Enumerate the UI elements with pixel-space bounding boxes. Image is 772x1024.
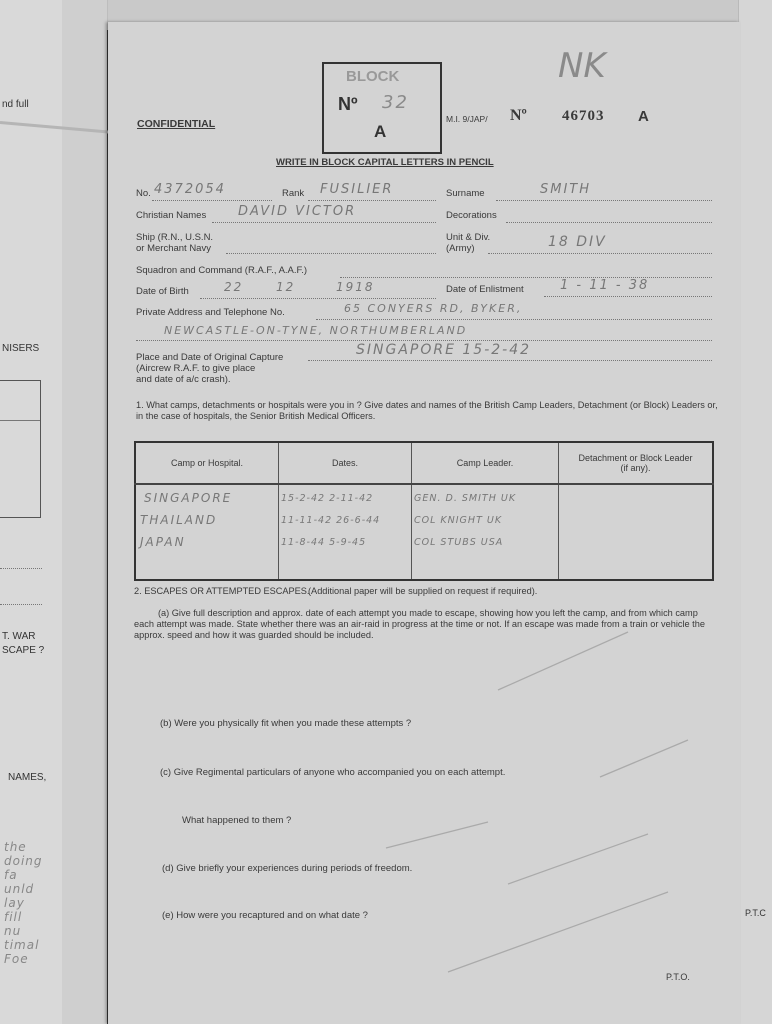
left-page-edge	[62, 0, 107, 1024]
christian-names-label: Christian Names	[136, 210, 207, 221]
left-fragment: nd full	[2, 99, 29, 110]
enlistment-value: 1 - 11 - 38	[560, 278, 650, 293]
left-fragment: NAMES,	[8, 772, 47, 783]
pto-label: P.T.O.	[666, 972, 690, 982]
unit-label-2: (Army)	[446, 243, 475, 254]
rank-label: Rank	[282, 188, 305, 199]
left-divider	[0, 604, 42, 605]
capture-value: SINGAPORE 15-2-42	[356, 342, 532, 358]
section-2-note: (Additional paper will be supplied on request if required).	[308, 586, 538, 596]
form-suffix: A	[638, 108, 649, 125]
pencil-strokes	[108, 22, 740, 1024]
table-cell-camp: SINGAPORE	[144, 491, 233, 505]
left-fragment: NISERS	[2, 343, 40, 354]
left-fragment: T. WAR	[2, 631, 36, 642]
surname-label: Surname	[446, 188, 485, 199]
table-cell-dates: 11-8-44 5-9-45	[281, 537, 367, 548]
table-cell-camp: THAILAND	[140, 513, 218, 527]
left-fragment: SCAPE ?	[2, 645, 45, 656]
address-label: Private Address and Telephone No.	[136, 307, 285, 318]
enlistment-label: Date of Enlistment	[446, 284, 524, 295]
left-handwriting: the doing fa unld lay fill nu timal Foe	[4, 840, 43, 966]
capture-label-2: (Aircrew R.A.F. to give place	[136, 363, 256, 374]
right-page-edge	[738, 0, 772, 1024]
question-2d: (d) Give briefly your experiences during periods of freedom.	[162, 863, 413, 874]
header-dates: Dates.	[279, 442, 412, 484]
ship-label: Ship (R.N., U.S.N.	[136, 232, 214, 243]
table-cell-dates: 11-11-42 26-6-44	[281, 515, 381, 526]
form-number: 46703	[562, 108, 605, 124]
header-camp: Camp or Hospital.	[135, 442, 279, 484]
stamp-letter: A	[374, 122, 387, 141]
table-cell-dates: 15-2-42 2-11-42	[281, 493, 374, 504]
table-cell-leader: GEN. D. SMITH UK	[414, 493, 517, 504]
pencil-stroke	[600, 740, 688, 777]
pencil-stroke	[448, 892, 668, 972]
dob-year: 1918	[336, 280, 375, 294]
capture-label: Place and Date of Original Capture	[136, 352, 284, 363]
right-pto: P.T.C	[745, 908, 766, 918]
pencil-stroke	[508, 834, 648, 884]
corner-mark: NK	[558, 46, 606, 86]
form-sheet	[108, 22, 740, 1024]
capture-label-3: and date of a/c crash).	[136, 374, 231, 385]
question-1: 1. What camps, detachments or hospitals were you in ? Give dates and names of the British Camp Leaders, Detachment (or Block) Leaders or, in the case of hospitals, the Senior British Medical Officers.	[136, 400, 718, 421]
dob-label: Date of Birth	[136, 286, 189, 297]
question-2e: (e) How were you recaptured and on what date ?	[162, 910, 368, 921]
dob-month: 12	[276, 280, 296, 294]
address-line2: NEWCASTLE-ON-TYNE, NORTHUMBERLAND	[164, 324, 468, 337]
ref-label: M.I. 9/JAP/	[446, 114, 488, 124]
ship-label-2: or Merchant Navy	[136, 243, 211, 254]
unit-value: 18 DIV	[548, 234, 607, 250]
stamp-number: 32	[382, 92, 409, 113]
no-label: No.	[136, 188, 151, 199]
stamp-no-label: Nº	[338, 94, 358, 114]
dob-day: 22	[224, 280, 244, 294]
service-number: 4372054	[154, 182, 226, 197]
decorations-label: Decorations	[446, 210, 497, 221]
surname-value: SMITH	[540, 182, 592, 197]
table-cell-leader: COL STUBS USA	[414, 537, 504, 548]
christian-names-value: DAVID VICTOR	[238, 204, 357, 219]
pencil-stroke	[498, 632, 628, 690]
left-divider	[0, 568, 42, 569]
question-2b: (b) Were you physically fit when you made these attempts ?	[160, 718, 412, 729]
unit-label: Unit & Div.	[446, 232, 491, 243]
instruction-heading: WRITE IN BLOCK CAPITAL LETTERS IN PENCIL	[276, 157, 494, 168]
header-leader: Camp Leader.	[412, 442, 559, 484]
address-line1: 65 CONYERS RD, BYKER,	[344, 302, 523, 315]
stamp-line1: BLOCK	[346, 68, 400, 85]
rank-value: FUSILIER	[320, 182, 394, 197]
table-cell-leader: COL KNIGHT UK	[414, 515, 503, 526]
section-2-title: 2. ESCAPES OR ATTEMPTED ESCAPES.	[134, 586, 310, 596]
form-no-label: Nº	[510, 107, 527, 124]
table-cell-camp: JAPAN	[140, 535, 186, 549]
left-divider	[0, 420, 40, 421]
question-2a: (a) Give full description and approx. date of each attempt you made to escape, showing how you left the camp, and from which camp each attempt was made. State whether there was an air-raid in progress at the time or not. If an escape was made from a train or vehicle the approx. speed and how it was guarded should be included.	[134, 608, 705, 640]
question-2c: (c) Give Regimental particulars of anyone who accompanied you on each attempt.	[160, 767, 506, 778]
pencil-stroke	[386, 822, 488, 848]
confidential-label: CONFIDENTIAL	[137, 118, 216, 130]
left-box	[0, 380, 41, 518]
header-detachment: Detachment or Block Leader (if any).	[559, 442, 714, 484]
squadron-label: Squadron and Command (R.A.F., A.A.F.)	[136, 265, 308, 276]
question-2c-followup: What happened to them ?	[182, 815, 292, 826]
